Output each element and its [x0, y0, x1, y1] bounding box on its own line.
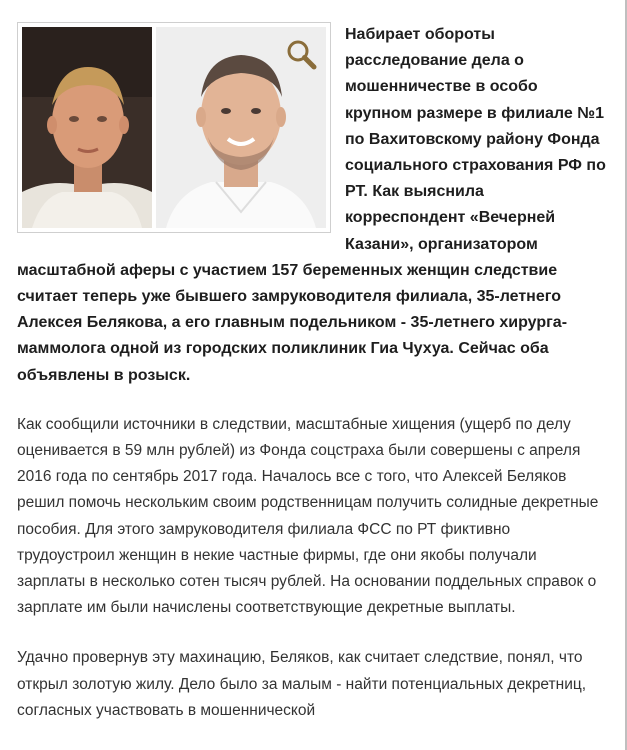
- article-body: [17, 22, 607, 724]
- article-lead: Набирает обороты расследование дела о мошенничестве в особо крупном размере в филиале №1 по Вахитовскому району Фонда социального страхования РФ по РТ. Как выяснила корреспондент «Вечерней Казани», организатором масштабной аферы с участием 157 беременных женщин следствие считает теперь уже бывшего замруководителя филиала, 35-летнего Алексея Белякова, а его главным подельником - 35-летнего хирурга-маммолога одной из городских поликлиник Гиа Чухуа. Сейчас оба объявлены в розыск.: [17, 26, 606, 384]
- article-photo[interactable]: [17, 22, 331, 233]
- magnifier-icon[interactable]: [284, 37, 318, 71]
- portrait-left-graphic: [22, 27, 152, 228]
- photo-suspect-left: [22, 27, 152, 228]
- article-paragraph: Как сообщили источники в следствии, масштабные хищения (ущерб по делу оценивается в 59 млн рублей) из Фонда соцстраха были совершены с апреля 2016 года по сентябрь 2017 года. Началось все с того, что Алексей Беляков решил помочь нескольким своим родственницам получить солидные декретные пособия. Для этого замруководителя филиала ФСС по РТ фиктивно трудоустроил женщин в некие частные фирмы, где они якобы получали зарплаты в несколько сотен тысяч рублей. На основании поддельных справок о зарплате им были начислены соответствующие декретные выплаты.: [17, 415, 599, 617]
- photo-suspect-right: [156, 27, 326, 228]
- article-paragraph: Удачно провернув эту махинацию, Беляков, как считает следствие, понял, что открыл золотую жилу. Дело было за малым - найти потенциальных декретниц, согласных участвовать в мошеннической: [17, 649, 587, 719]
